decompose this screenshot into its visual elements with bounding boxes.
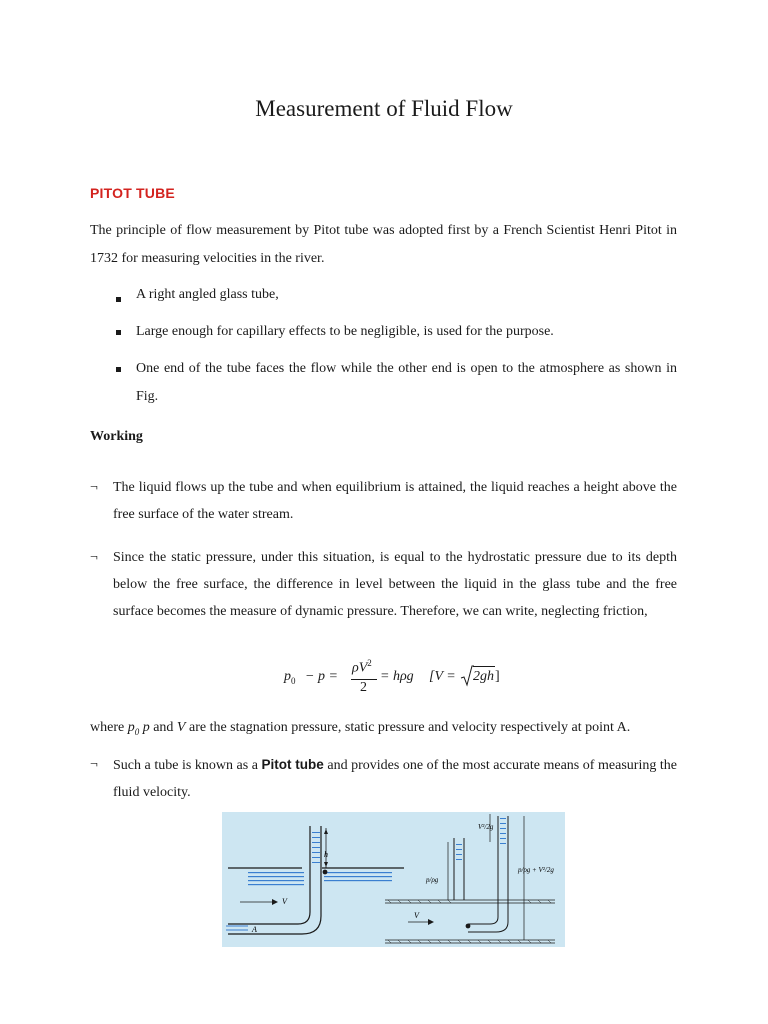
negation-bullet-icon: ¬: [90, 550, 98, 565]
label-h: h: [324, 850, 328, 859]
where-line: where $p_0$ p and V are the stagnation pressure, static pressure and velocity respectively at point A.: [90, 720, 631, 737]
formula-minus-p: − p =: [305, 669, 338, 684]
label-v2-2g: V²/2g: [478, 823, 494, 831]
label-a: A: [252, 925, 257, 934]
bernoulli-formula: [284, 658, 544, 702]
list-item: Since the static pressure, under this situation, is equal to the hydrostatic pressure due to its depth below the free surface, the difference in level between the liquid in the glass tube and the free surface becomes the measure of dynamic pressure. Therefore, we can write, neglecting friction,: [113, 550, 677, 619]
negation-bullet-icon: ¬: [90, 480, 98, 495]
formula-sqrt-arg: 2gh: [473, 669, 494, 684]
intro-paragraph: The principle of flow measurement by Pitot tube was adopted first by a French Scientist Henri Pitot in 1732 for measuring velocities in the river.: [90, 223, 677, 266]
list-item: A right angled glass tube,: [136, 287, 279, 302]
bullet-square-icon: [116, 297, 121, 302]
pitot-tube-figure: [222, 812, 565, 947]
list-item: Such a tube is known as a Pitot tube and provides one of the most accurate means of measuring the fluid velocity.: [113, 757, 677, 800]
formula-p0: $p_0$: [284, 669, 296, 686]
negation-bullet-icon: ¬: [90, 757, 98, 772]
list-item: One end of the tube faces the flow while the other end is open to the atmosphere as shown in Fig.: [136, 361, 677, 404]
list-item: Large enough for capillary effects to be negligible, is used for the purpose.: [136, 324, 554, 339]
label-total-head: p/ρg + V²/2g: [518, 866, 554, 874]
list-item: The liquid flows up the tube and when equilibrium is attained, the liquid reaches a height above the free surface of the water stream.: [113, 480, 677, 522]
bullet-square-icon: [116, 367, 121, 372]
working-heading: Working: [90, 429, 143, 444]
formula-bracket-close: ]: [495, 669, 500, 684]
label-v-left: V: [282, 897, 287, 906]
section-heading: PITOT TUBE: [90, 185, 175, 201]
formula-denominator: 2: [360, 680, 367, 695]
sqrt-icon: [460, 665, 474, 687]
formula-bracket: [V =: [429, 669, 456, 684]
label-v-right: V: [414, 911, 419, 920]
sqrt-bar: [473, 666, 495, 667]
formula-numerator: $\rho V^2$: [352, 658, 372, 676]
page-title: Measurement of Fluid Flow: [255, 96, 513, 121]
formula-rhs: = hρg: [380, 669, 414, 684]
bullet-square-icon: [116, 330, 121, 335]
label-p-rho-g: p/ρg: [426, 876, 439, 884]
